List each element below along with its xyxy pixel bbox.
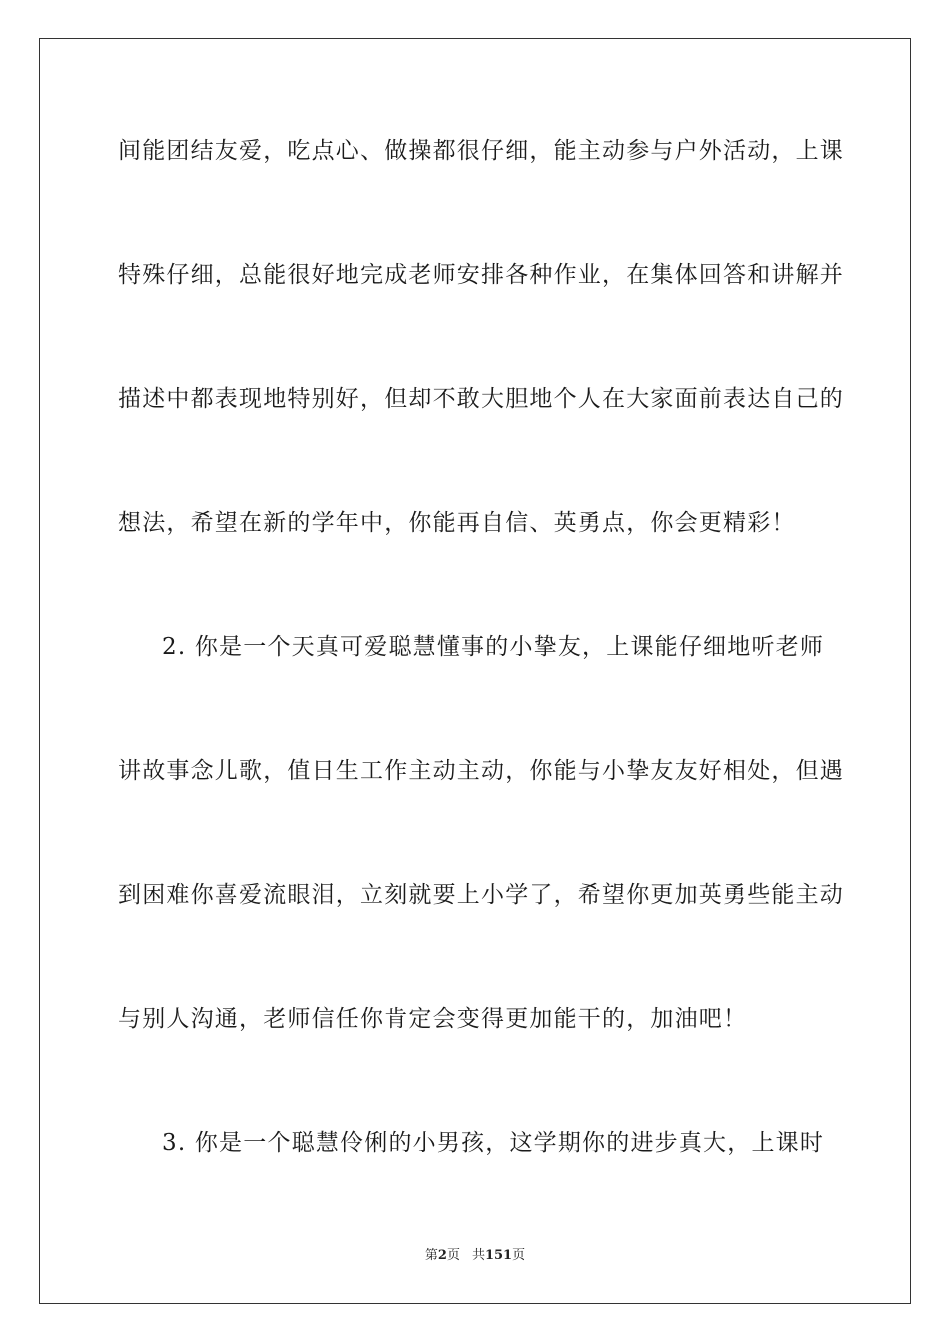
text-line: 到困难你喜爱流眼泪，立刻就要上小学了，希望你更加英勇些能主动	[118, 882, 844, 908]
text-line: 2. 你是一个天真可爱聪慧懂事的小挚友，上课能仔细地听老师	[162, 634, 825, 660]
page-border	[39, 38, 911, 1304]
page-suffix: 页	[446, 1248, 460, 1263]
text-line: 特殊仔细，总能很好地完成老师安排各种作业，在集体回答和讲解并	[118, 262, 844, 288]
text-line: 间能团结友爱，吃点心、做操都很仔细，能主动参与户外活动，上课	[118, 138, 844, 164]
text-line: 3. 你是一个聪慧伶俐的小男孩，这学期你的进步真大，上课时	[162, 1130, 825, 1156]
text-line: 描述中都表现地特别好，但却不敢大胆地个人在大家面前表达自己的	[118, 386, 844, 412]
page-footer	[0, 1247, 950, 1265]
page-prefix: 第	[424, 1248, 438, 1263]
page-number: 2	[437, 1248, 447, 1263]
text-line: 与别人沟通，老师信任你肯定会变得更加能干的，加油吧！	[118, 1006, 748, 1032]
total-suffix: 页	[512, 1248, 526, 1263]
text-line: 想法，希望在新的学年中，你能再自信、英勇点，你会更精彩！	[118, 510, 796, 536]
total-prefix: 共	[471, 1248, 485, 1263]
text-line: 讲故事念儿歌，值日生工作主动主动，你能与小挚友友好相处，但遇	[118, 758, 844, 784]
total-pages: 151	[484, 1248, 513, 1263]
